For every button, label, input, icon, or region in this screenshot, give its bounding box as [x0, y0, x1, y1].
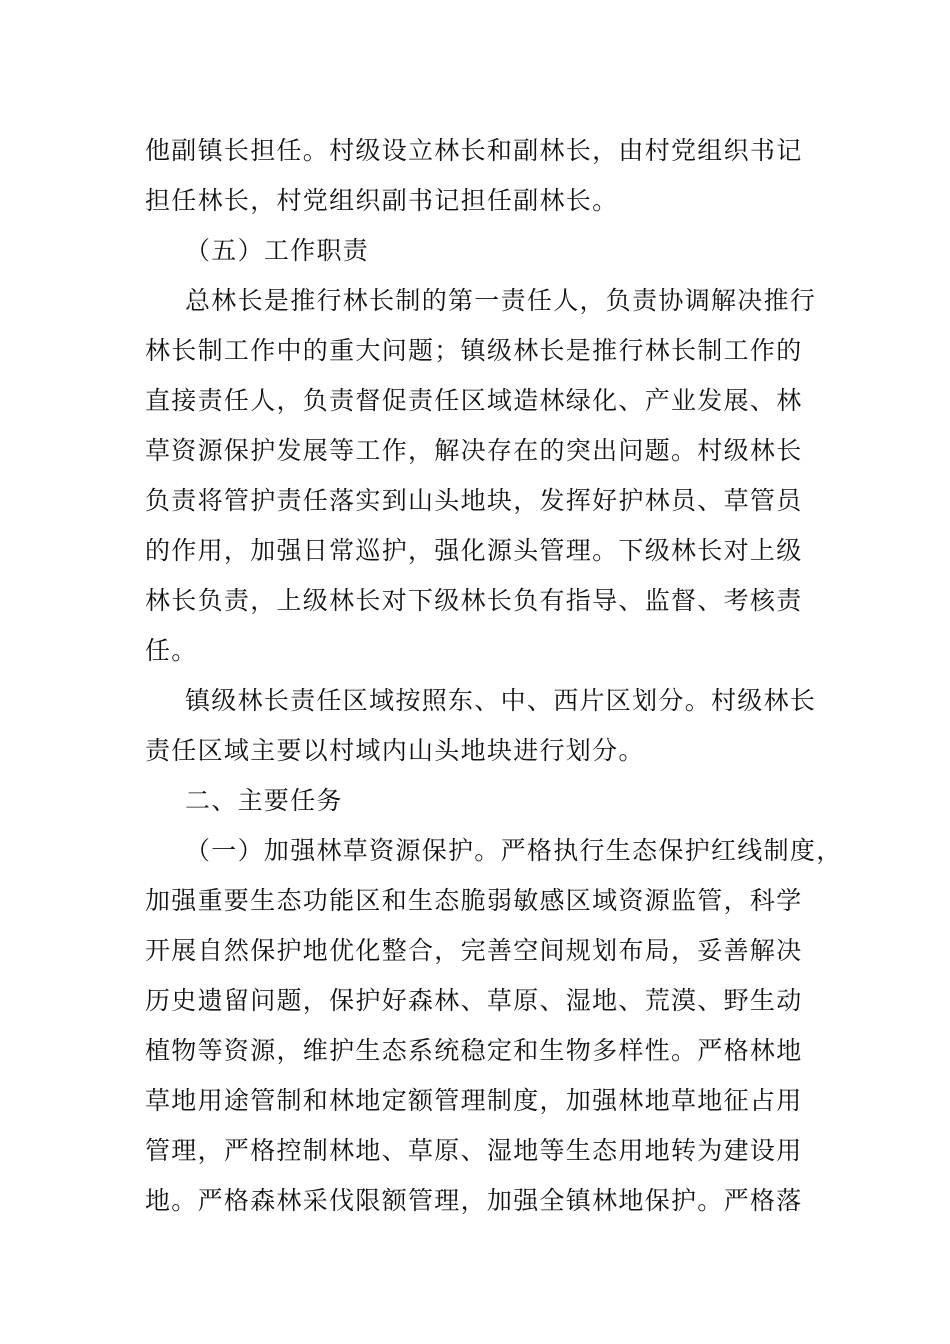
- section-heading-main-tasks: 二、主要任务: [185, 786, 343, 815]
- text-line: 责任区域主要以村域内山头地块进行划分。: [145, 736, 645, 765]
- text-line: 植物等资源，维护生态系统稳定和生物多样性。严格林地: [145, 1036, 803, 1065]
- text-line: 他副镇长担任。村级设立林长和副林长，由村党组织书记: [145, 136, 803, 165]
- text-line: 历史遗留问题，保护好森林、草原、湿地、荒漠、野生动: [145, 986, 803, 1015]
- text-line: 管理，严格控制林地、草原、湿地等生态用地转为建设用: [145, 1136, 803, 1165]
- text-line: 草地用途管制和林地定额管理制度，加强林地草地征占用: [145, 1086, 803, 1115]
- text-line: 开展自然保护地优化整合，完善空间规划布局，妥善解决: [145, 936, 803, 965]
- text-line: 担任林长，村党组织副书记担任副林长。: [145, 186, 619, 215]
- text-line: 任。: [145, 636, 198, 665]
- text-line: 直接责任人，负责督促责任区域造林绿化、产业发展、林: [145, 386, 803, 415]
- section-heading-work-duties: （五）工作职责: [185, 236, 370, 265]
- text-line: 林长负责，上级林长对下级林长负有指导、监督、考核责: [145, 586, 803, 615]
- text-line: 地。严格森林采伐限额管理，加强全镇林地保护。严格落: [145, 1186, 803, 1215]
- document-body: [145, 126, 843, 1226]
- text-line: 林长制工作中的重大问题；镇级林长是推行林长制工作的: [145, 336, 803, 365]
- text-line: 加强重要生态功能区和生态脆弱敏感区域资源监管，科学: [145, 886, 803, 915]
- paragraph-start: （一）加强林草资源保护。严格执行生态保护红线制度，: [185, 836, 843, 865]
- text-line: 草资源保护发展等工作，解决存在的突出问题。村级林长: [145, 436, 803, 465]
- paragraph-start: 总林长是推行林长制的第一责任人，负责协调解决推行: [185, 286, 817, 315]
- paragraph-start: 镇级林长责任区域按照东、中、西片区划分。村级林长: [185, 686, 817, 715]
- text-line: 的作用，加强日常巡护，强化源头管理。下级林长对上级: [145, 536, 803, 565]
- text-line: 负责将管护责任落实到山头地块，发挥好护林员、草管员: [145, 486, 803, 515]
